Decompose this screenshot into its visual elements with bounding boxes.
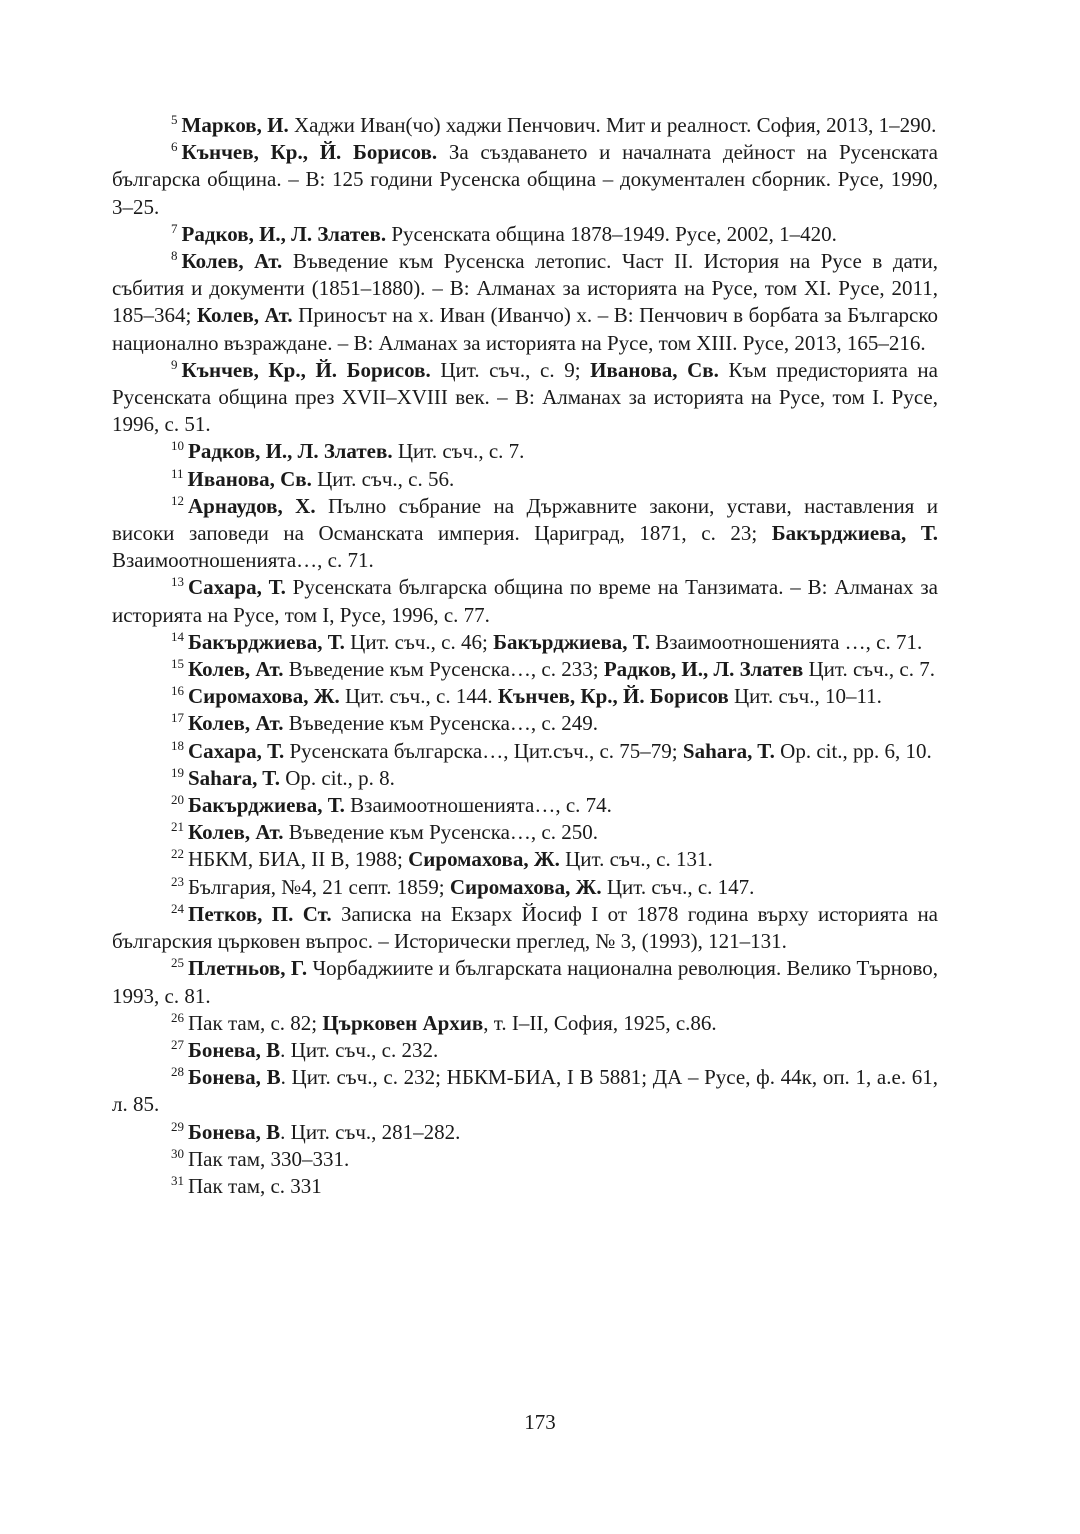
footnote-text: Цит. съч., с. 9; — [430, 357, 591, 382]
footnote-text: Цит. съч., с. 7. — [803, 657, 936, 682]
footnote-author: Колев, Ат. — [181, 249, 283, 274]
footnote-20 — [112, 792, 938, 819]
footnote-27 — [112, 1037, 938, 1064]
footnote-text: Цит. съч., 10–11. — [728, 684, 882, 709]
footnote-author: Сиромахова, Ж. — [188, 684, 340, 709]
footnote-17 — [112, 710, 938, 737]
footnote-7 — [112, 221, 938, 248]
footnote-text: Пак там, 330–331. — [188, 1146, 350, 1171]
footnote-22 — [112, 846, 938, 873]
footnote-18 — [112, 738, 938, 765]
footnote-author: Марков, И. — [181, 113, 289, 137]
footnote-number: 18 — [171, 737, 184, 753]
footnote-number: 12 — [171, 492, 184, 508]
footnote-author: Колев, Ат. — [188, 657, 284, 682]
footnote-30 — [112, 1146, 938, 1173]
footnote-author: Бонева, В — [188, 1065, 281, 1090]
footnote-author: Иванова, Св. — [187, 466, 312, 491]
footnote-author: Бонева, В — [188, 1119, 281, 1144]
footnote-author: Църковен Архив — [322, 1010, 484, 1035]
footnotes-list — [112, 112, 938, 1200]
footnote-number: 28 — [171, 1064, 184, 1080]
footnote-number: 30 — [171, 1145, 184, 1161]
footnote-8 — [112, 248, 938, 357]
footnote-author: Бакърджиева, Т. — [493, 629, 650, 654]
footnote-author: Кънчев, Кр., Й. Борисов. — [181, 357, 431, 382]
footnote-25 — [112, 955, 938, 1009]
footnote-text: Русенската българска…, Цит.съч., с. 75–79; — [284, 738, 683, 763]
footnote-24 — [112, 901, 938, 955]
footnote-author: Колев, Ат. — [188, 711, 284, 736]
footnote-text: , т. I–II, София, 1925, с.86. — [483, 1010, 717, 1035]
footnote-number: 27 — [171, 1036, 184, 1052]
footnote-number: 13 — [171, 574, 184, 590]
footnote-28 — [112, 1064, 938, 1118]
footnote-text: Въведение към Русенска…, с. 250. — [283, 820, 598, 845]
footnote-author: Плетньов, Г. — [188, 956, 308, 981]
footnote-26 — [112, 1010, 938, 1037]
footnote-text: НБКМ, БИА, II B, 1988; — [188, 847, 409, 872]
footnote-text: Чорбаджиите и българската национална революция. Велико Търново, 1993, с. 81. — [112, 956, 938, 1008]
footnote-number: 22 — [171, 846, 184, 862]
footnote-author: Кънчев, Кр., Й. Борисов. — [181, 140, 438, 165]
footnote-text: Към предисторията на Русенската община през XVII–XVIII век. – В: Алманах за историята на Русе, том I. Русе, 1996, с. 51. — [112, 357, 938, 437]
footnote-author: Иванова, Св. — [590, 357, 719, 382]
footnote-text: Записка на Екзарх Йосиф I от 1878 година върху историята на българския църковен въпрос. – Исторически преглед, № 3, (1993), 121–131. — [112, 901, 938, 954]
footnote-number: 14 — [171, 628, 184, 644]
footnote-6 — [112, 139, 938, 221]
page-number: 173 — [524, 1410, 556, 1434]
footnote-number: 8 — [171, 248, 178, 264]
footnote-text: Цит. съч., с. 7. — [392, 439, 525, 464]
footnote-text: Хаджи Иван(чо) хаджи Пенчович. Мит и реалност. София, 2013, 1–290. — [288, 113, 937, 137]
footnote-text: Пълно събрание на Държавните закони, устави, наставления и високи заповеди на Османската империя. Цариград, 1871, с. 23; — [112, 493, 938, 546]
footnote-text: За създаването и началната дейност на Русенската българска община. – В: 125 години Русенска община – документален сборник. Русе, 1990, 3–25. — [112, 140, 939, 219]
footnote-author: Сахара, Т. — [188, 738, 285, 763]
footnote-author: Sahara, T. — [682, 738, 775, 763]
footnote-number: 9 — [171, 356, 178, 372]
footnote-text: България, №4, 21 септ. 1859; — [188, 874, 450, 899]
footnote-21 — [112, 819, 938, 846]
footnote-author: Sahara, T. — [188, 765, 280, 790]
footnote-text: Приносът на х. Иван (Иванчо) х. – В: Пенчович в борбата за Българско национално възраждане. – В: Алманах за историята на Русе, том XIII. Русе, 2013, 165–216. — [112, 303, 938, 355]
footnote-14 — [112, 629, 938, 656]
footnote-text: Русенската община 1878–1949. Русе, 2002, 1–420. — [386, 221, 837, 246]
footnote-16 — [112, 683, 938, 710]
footnote-author: Сахара, Т. — [188, 575, 286, 600]
footnote-author: Бакърджиева, Т. — [188, 793, 345, 818]
footnote-text: Въведение към Русенска летопис. Част II. История на Русе в дати, събития и документи (1851–1880). – В: Алманах за историята на Русе, том XI. Русе, 2011, 185–364; — [112, 249, 938, 328]
footnote-text: . Цит. съч., с. 232; НБКМ-БИА, I B 5881; ДА – Русе, ф. 44к, оп. 1, а.е. 61, л. 85. — [112, 1065, 938, 1117]
footnote-number: 23 — [171, 873, 184, 889]
footnote-author: Бакърджиева, Т. — [771, 521, 938, 546]
footnote-author: Бонева, В — [188, 1037, 281, 1062]
footnote-13 — [112, 574, 938, 628]
footnote-text: . Цит. съч., с. 232. — [280, 1037, 439, 1062]
footnote-number: 19 — [171, 764, 184, 780]
footnote-text: Цит. съч., с. 131. — [559, 847, 713, 872]
footnote-9 — [112, 357, 938, 439]
footnote-number: 26 — [171, 1009, 184, 1025]
footnote-author: Радков, И., Л. Златев. — [188, 439, 393, 464]
footnote-number: 20 — [171, 792, 184, 808]
footnote-29 — [112, 1119, 938, 1146]
footnote-19 — [112, 765, 938, 792]
footnote-author: Бакърджиева, Т. — [188, 629, 345, 654]
footnote-text: Пак там, с. 331 — [188, 1173, 322, 1198]
footnote-number: 15 — [171, 656, 184, 672]
footnote-text: Op. cit., p. 8. — [280, 765, 395, 790]
footnote-author: Радков, И., Л. Златев — [603, 657, 804, 682]
footnote-author: Колев, Ат. — [188, 820, 284, 845]
footnote-number: 29 — [171, 1118, 184, 1134]
footnote-number: 17 — [171, 710, 184, 726]
footnote-number: 11 — [171, 465, 184, 481]
footnote-number: 21 — [171, 819, 184, 835]
footnote-number: 31 — [171, 1172, 184, 1188]
footnote-number: 16 — [171, 683, 184, 699]
footnote-15 — [112, 656, 938, 683]
footnote-text: Въведение към Русенска…, с. 249. — [283, 711, 598, 736]
footnote-number: 25 — [171, 955, 184, 971]
footnote-author: Сиромахова, Ж. — [449, 874, 602, 899]
footnote-text: Русенската българска община по време на Танзимата. – В: Алманах за историята на Русе, том I, Русе, 1996, с. 77. — [112, 575, 938, 627]
footnote-text: Op. cit., pp. 6, 10. — [774, 738, 932, 763]
footnote-author: Арнаудов, Х. — [188, 493, 316, 518]
footnote-23 — [112, 874, 938, 901]
footnote-text: Взаимоотношенията…, с. 71. — [112, 548, 374, 573]
footnote-author: Сиромахова, Ж. — [408, 847, 560, 872]
footnote-number: 6 — [171, 139, 178, 155]
footnote-number: 24 — [171, 900, 184, 916]
footnote-author: Радков, И., Л. Златев. — [181, 221, 387, 246]
footnote-author: Колев, Ат. — [196, 303, 293, 328]
footnote-10 — [112, 438, 938, 465]
footnote-number: 7 — [171, 220, 178, 236]
footnote-11 — [112, 466, 938, 493]
footnote-31 — [112, 1173, 938, 1200]
footnote-text: Цит. съч., с. 147. — [601, 874, 755, 899]
footnote-number: 5 — [171, 112, 178, 127]
footnote-author: Кънчев, Кр., Й. Борисов — [497, 684, 729, 709]
footnote-text: Въведение към Русенска…, с. 233; — [283, 657, 604, 682]
footnote-number: 10 — [171, 438, 184, 454]
footnote-text: Цит. съч., с. 56. — [311, 466, 455, 491]
footnote-text: Взаимоотношенията…, с. 74. — [344, 793, 612, 818]
footnote-text: Взаимоотношенията …, с. 71. — [649, 629, 923, 654]
footnote-text: . Цит. съч., 281–282. — [280, 1119, 461, 1144]
footnote-12 — [112, 493, 938, 575]
footnote-5 — [112, 112, 938, 139]
footnote-text: Цит. съч., с. 144. — [339, 684, 498, 709]
footnote-text: Цит. съч., с. 46; — [344, 629, 494, 654]
footnote-author: Петков, П. Ст. — [188, 901, 332, 926]
footnote-text: Пак там, с. 82; — [188, 1010, 323, 1035]
